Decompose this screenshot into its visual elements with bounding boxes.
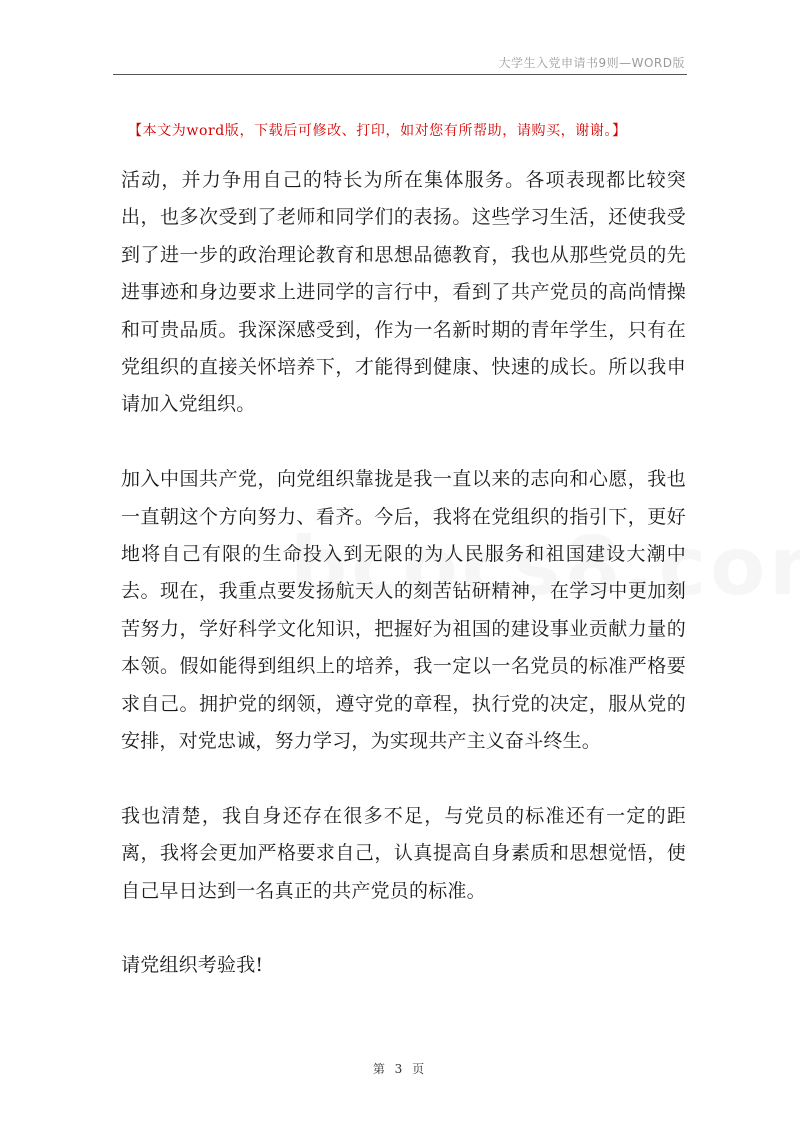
page-number: 第 3 页 xyxy=(372,1062,428,1076)
body-paragraph-2: 加入中国共产党，向党组织靠拢是我一直以来的志向和心愿，我也一直朝这个方向努力、看齐。今后，我将在党组织的指引下，更好地将自己有限的生命投入到无限的为人民服务和祖国建设大潮中去。现在，我重点要发扬航天人的刻苦钻研精神，在学习中更加刻苦努力，学好科学文化知识，把握好为祖国的建设事业贡献力量的本领。假如能得到组织上的培养，我一定以一名党员的标准严格要求自己。拥护党的纲领，遵守党的章程，执行党的决定，服从党的安排，对党忠诚，努力学习，为实现共产主义奋斗终生。 xyxy=(121,468,686,753)
document-header-title: 大学生入党申请书9则—WORD版 xyxy=(498,56,685,70)
header-divider xyxy=(113,74,687,75)
document-body xyxy=(121,162,686,985)
body-paragraph-4: 请党组织考验我! xyxy=(121,954,264,977)
body-paragraph-3: 我也清楚，我自身还存在很多不足，与党员的标准还有一定的距离，我将会更加严格要求自己，认真提高自身素质和思想觉悟，使自己早日达到一名真正的共产党员的标准。 xyxy=(121,804,686,902)
body-paragraph-1: 活动，并力争用自己的特长为所在集体服务。各项表现都比较突出，也多次受到了老师和同学们的表扬。这些学习生活，还使我受到了进一步的政治理论教育和思想品德教育，我也从那些党员的先进事迹和身边要求上进同学的言行中，看到了共产党员的高尚情操和可贵品质。我深深感受到，作为一名新时期的青年学生，只有在党组织的直接关怀培养下，才能得到健康、快速的成长。所以我申请加入党组织。 xyxy=(121,169,686,416)
purchase-notice: 【本文为word版，下载后可修改、打印，如对您有所帮助，请购买，谢谢。】 xyxy=(128,123,627,139)
